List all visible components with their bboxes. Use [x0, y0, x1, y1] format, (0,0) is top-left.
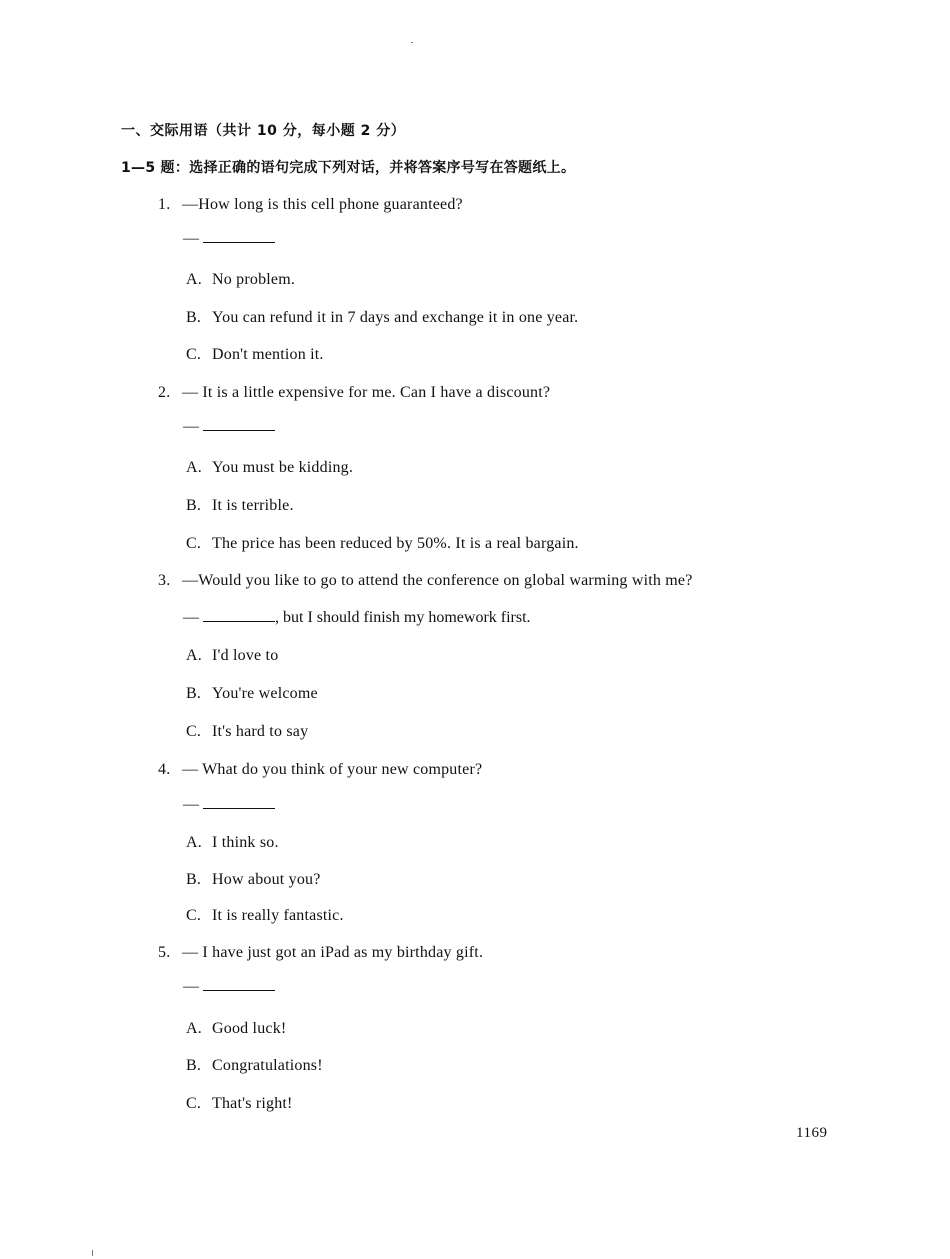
question-number: 5.: [158, 944, 171, 961]
option-text: It is terrible.: [212, 497, 294, 514]
question-5-option-c: [186, 1095, 293, 1113]
question-5-option-b: [186, 1057, 323, 1075]
question-1-option-a: [186, 271, 295, 289]
response-dash: —: [183, 418, 199, 435]
question-4-prompt: [158, 761, 482, 779]
answer-blank: [203, 989, 275, 991]
question-4-option-a: [186, 834, 279, 852]
option-letter: B.: [186, 497, 202, 514]
response-dash: —: [183, 978, 199, 995]
option-letter: B.: [186, 685, 202, 702]
option-letter: C.: [186, 535, 202, 552]
option-text: Congratulations!: [212, 1057, 323, 1074]
question-4-option-b: [186, 871, 321, 889]
question-number: 1.: [158, 196, 171, 213]
question-4-option-c: [186, 907, 344, 925]
question-text: — What do you think of your new computer?: [182, 761, 483, 778]
option-letter: C.: [186, 1095, 202, 1112]
option-text: It's hard to say: [212, 723, 309, 740]
question-1-prompt: [158, 196, 463, 214]
question-5-option-a: [186, 1020, 286, 1038]
option-text: No problem.: [212, 271, 296, 288]
option-letter: B.: [186, 1057, 202, 1074]
question-number: 4.: [158, 761, 171, 778]
option-text: The price has been reduced by 50%. It is a real bargain.: [212, 535, 579, 552]
answer-blank: [203, 241, 275, 243]
option-letter: A.: [186, 834, 202, 851]
scan-speck: [411, 42, 413, 43]
question-text: —Would you like to go to attend the conference on global warming with me?: [182, 572, 693, 589]
option-letter: B.: [186, 309, 202, 326]
option-text: How about you?: [212, 871, 321, 888]
option-letter: A.: [186, 647, 202, 664]
question-text: — It is a little expensive for me. Can I have a discount?: [182, 384, 551, 401]
option-text: You can refund it in 7 days and exchange it in one year.: [212, 309, 579, 326]
question-3-option-b: [186, 685, 318, 703]
option-letter: C.: [186, 723, 202, 740]
option-letter: A.: [186, 271, 202, 288]
question-3-option-c: [186, 723, 308, 741]
question-number: 2.: [158, 384, 171, 401]
question-3-option-a: [186, 647, 278, 665]
option-text: It is really fantastic.: [212, 907, 344, 924]
option-letter: A.: [186, 459, 202, 476]
scan-speck: [92, 1250, 93, 1256]
section-title: 一、交际用语（共计 10 分，每小题 2 分）: [121, 123, 406, 139]
option-text: You're welcome: [212, 685, 318, 702]
option-text: That's right!: [212, 1095, 293, 1112]
option-letter: C.: [186, 346, 202, 363]
response-dash: —: [183, 796, 199, 813]
question-2-option-b: [186, 497, 294, 515]
option-letter: C.: [186, 907, 202, 924]
question-3-response: [183, 609, 531, 627]
answer-blank: [203, 620, 275, 622]
question-1-response: [183, 230, 275, 248]
option-letter: B.: [186, 871, 202, 888]
question-3-prompt: [158, 572, 693, 590]
question-2-option-c: [186, 535, 579, 553]
response-dash: —: [183, 609, 199, 626]
option-text: You must be kidding.: [212, 459, 354, 476]
question-4-response: [183, 796, 275, 814]
question-text: —How long is this cell phone guaranteed?: [182, 196, 463, 213]
question-5-response: [183, 978, 275, 996]
question-1-option-b: [186, 309, 578, 327]
question-2-response: [183, 418, 275, 436]
answer-blank: [203, 807, 275, 809]
section-instruction: 1—5 题：选择正确的语句完成下列对话，并将答案序号写在答题纸上。: [121, 160, 576, 176]
option-text: Don't mention it.: [212, 346, 324, 363]
option-text: I'd love to: [212, 647, 279, 664]
option-letter: A.: [186, 1020, 202, 1037]
page-number: 1169: [796, 1125, 828, 1141]
question-5-prompt: [158, 944, 483, 962]
answer-blank: [203, 429, 275, 431]
question-2-prompt: [158, 384, 550, 402]
question-text: — I have just got an iPad as my birthday gift.: [182, 944, 484, 961]
response-suffix: , but I should finish my homework first.: [275, 609, 531, 626]
option-text: I think so.: [212, 834, 279, 851]
response-dash: —: [183, 230, 199, 247]
question-2-option-a: [186, 459, 353, 477]
question-number: 3.: [158, 572, 171, 589]
option-text: Good luck!: [212, 1020, 287, 1037]
question-1-option-c: [186, 346, 324, 364]
